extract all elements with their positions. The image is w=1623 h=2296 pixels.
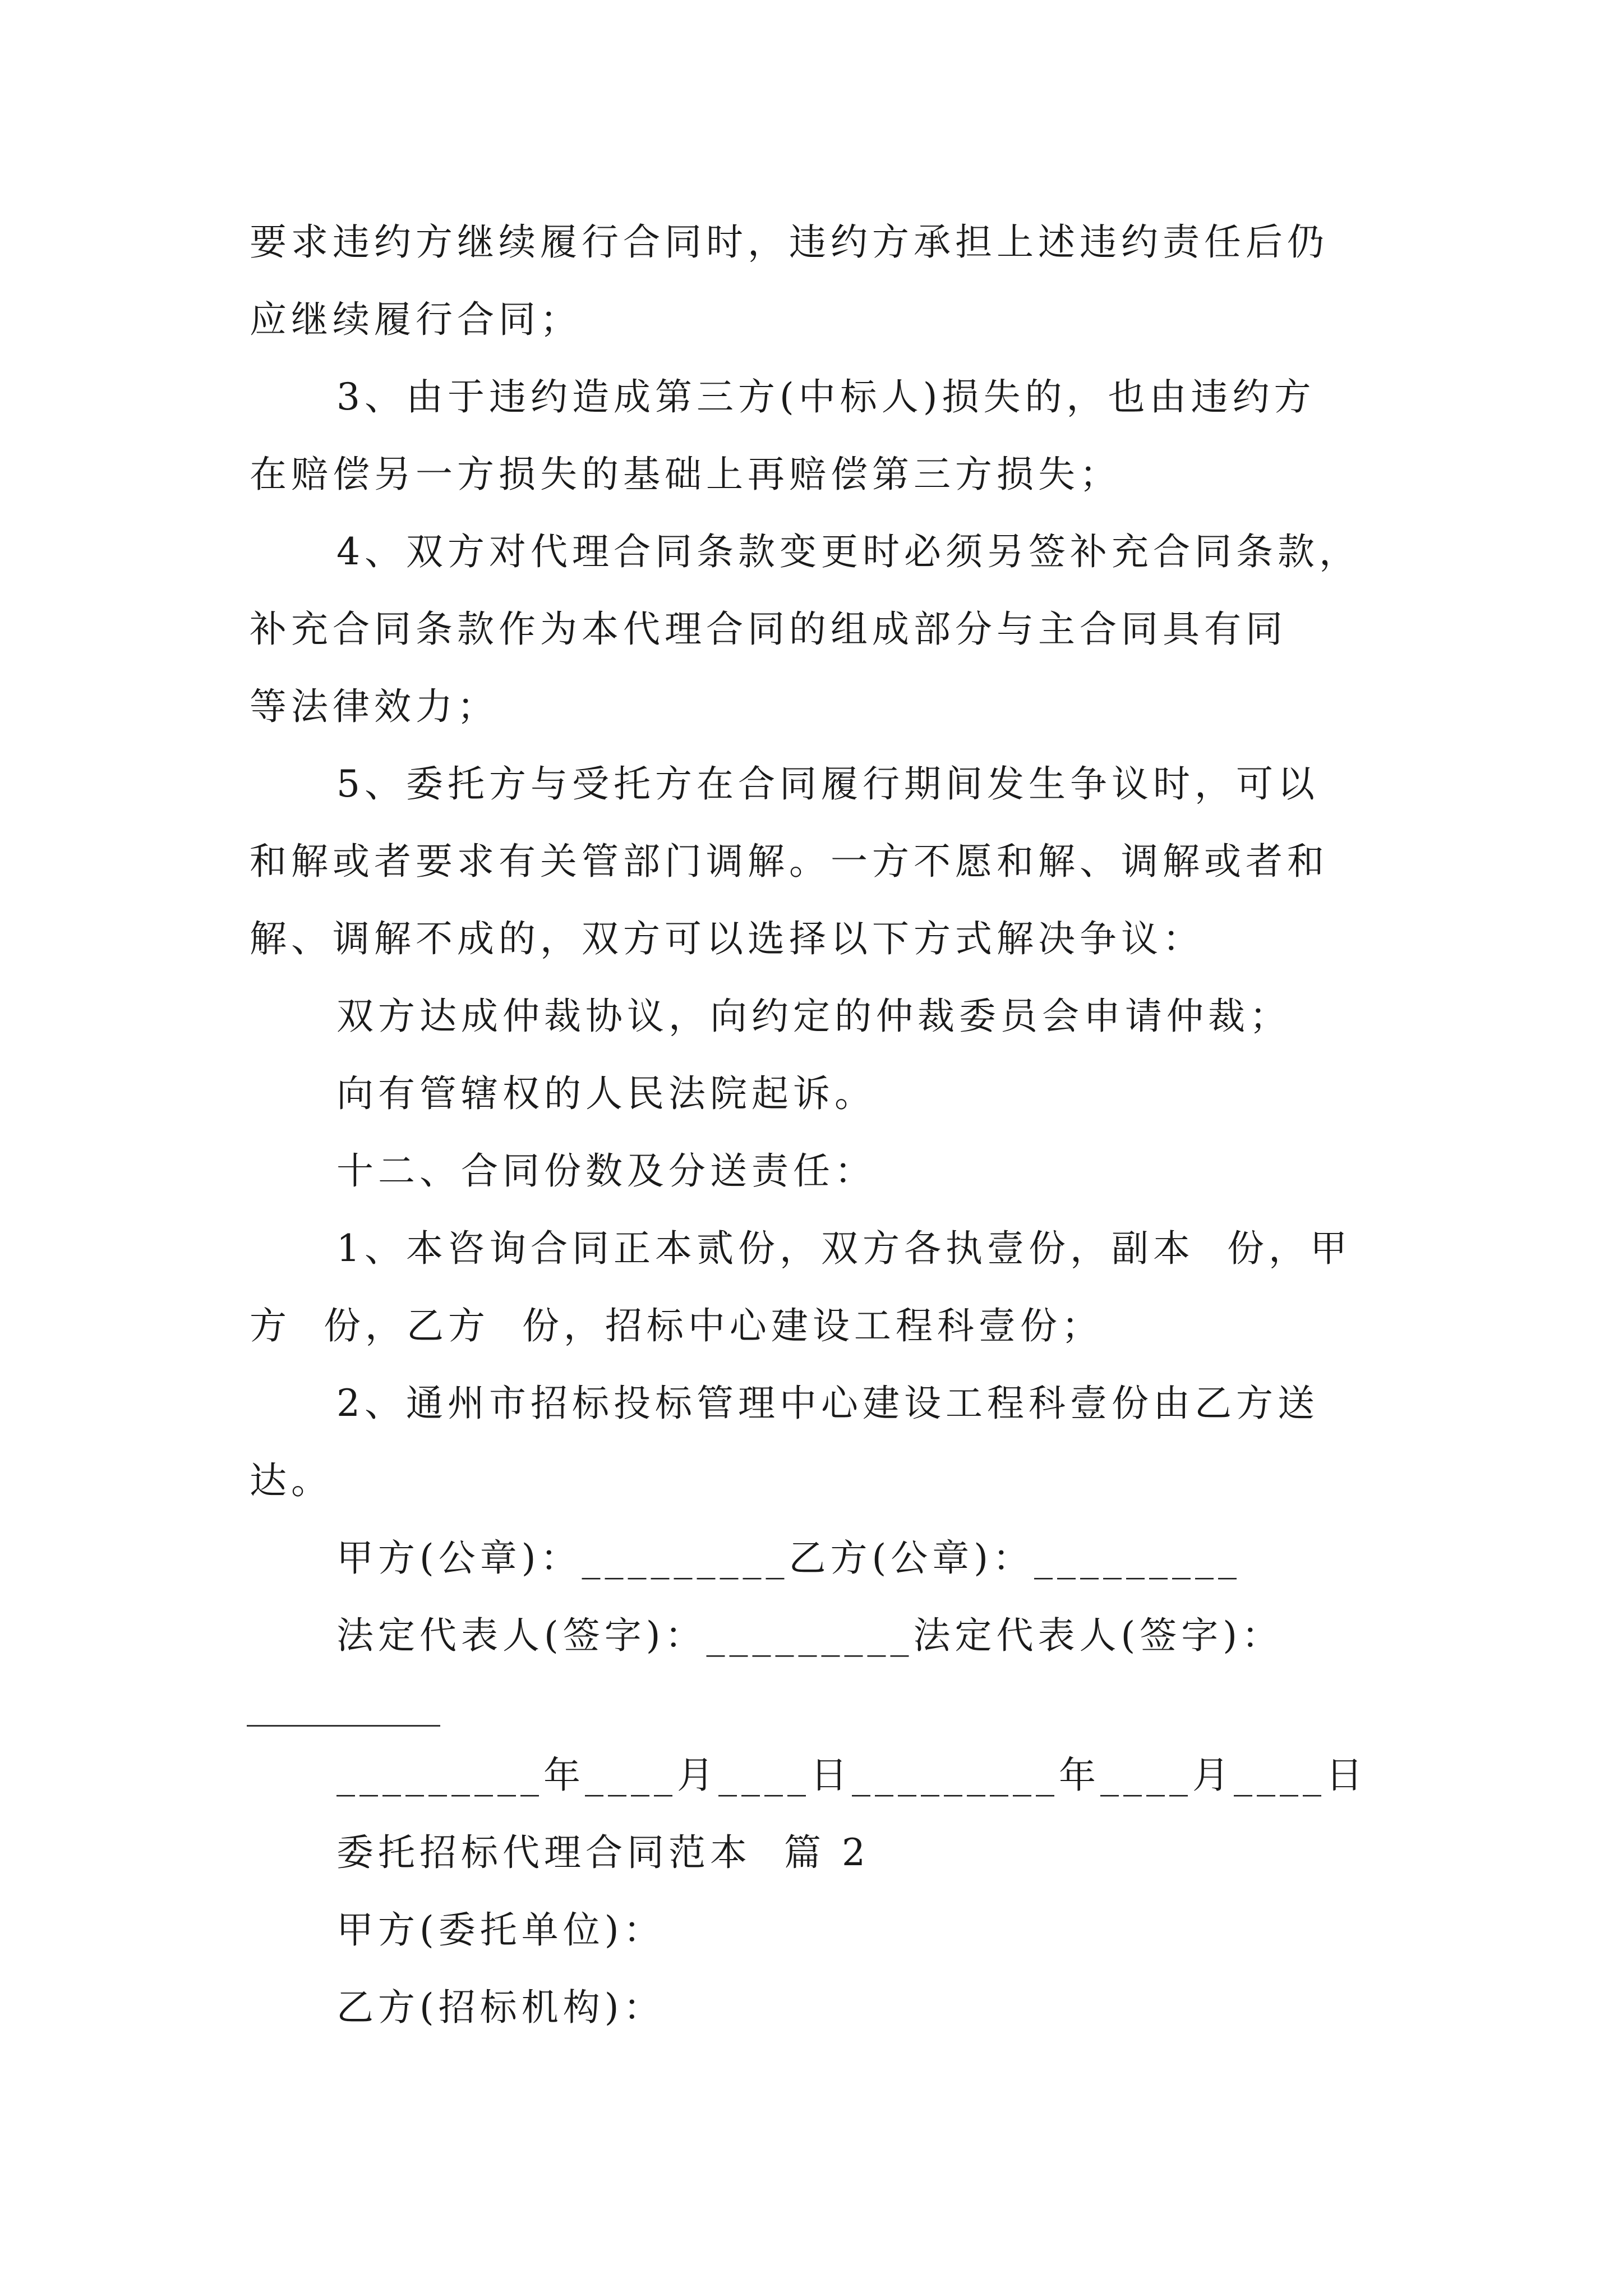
date-line: _________年____月____日_________年____月____日 (336, 1754, 1367, 1797)
paragraph-line: 补充合同条款作为本代理合同的组成部分与主合同具有同 (250, 608, 1287, 651)
paragraph-line: 应继续履行合同； (250, 298, 582, 341)
party-b-line: 乙方(招标机构)： (336, 1986, 665, 2029)
signature-line: 甲方(公章)：_________乙方(公章)：_________ (336, 1536, 1241, 1580)
paragraph-line: 1、本咨询合同正本贰份，双方各执壹份，副本 份，甲 (336, 1227, 1352, 1270)
paragraph-line: 和解或者要求有关管部门调解。一方不愿和解、调解或者和 (250, 840, 1329, 883)
paragraph-line: 2、通州市招标投标管理中心建设工程科壹份由乙方送 (336, 1382, 1319, 1425)
paragraph-line: 方 份，乙方 份，招标中心建设工程科壹份； (250, 1304, 1103, 1347)
paragraph-line: 解、调解不成的，双方可以选择以下方式解决争议： (250, 917, 1204, 960)
signature-underline (247, 1725, 440, 1727)
signature-line: 法定代表人(签字)：_________法定代表人(签字)： (336, 1614, 1283, 1657)
paragraph-line: 达。 (250, 1459, 333, 1502)
paragraph-line: 4、双方对代理合同条款变更时必须另签补充合同条款， (336, 530, 1361, 573)
section-title: 委托招标代理合同范本 篇 2 (336, 1831, 870, 1874)
party-a-line: 甲方(委托单位)： (336, 1908, 665, 1952)
paragraph-line: 在赔偿另一方损失的基础上再赔偿第三方损失； (250, 453, 1121, 496)
paragraph-line: 5、委托方与受托方在合同履行期间发生争议时，可以 (336, 762, 1319, 806)
paragraph-line: 等法律效力； (250, 685, 499, 728)
section-heading: 十二、合同份数及分送责任： (336, 1149, 876, 1193)
paragraph-line: 双方达成仲裁协议，向约定的仲裁委员会申请仲裁； (336, 995, 1291, 1038)
paragraph-line: 3、由于违约造成第三方(中标人)损失的，也由违约方 (336, 375, 1316, 418)
paragraph-line: 向有管辖权的人民法院起诉。 (336, 1072, 876, 1115)
paragraph-line: 要求违约方继续履行合同时，违约方承担上述违约责任后仍 (250, 220, 1329, 264)
